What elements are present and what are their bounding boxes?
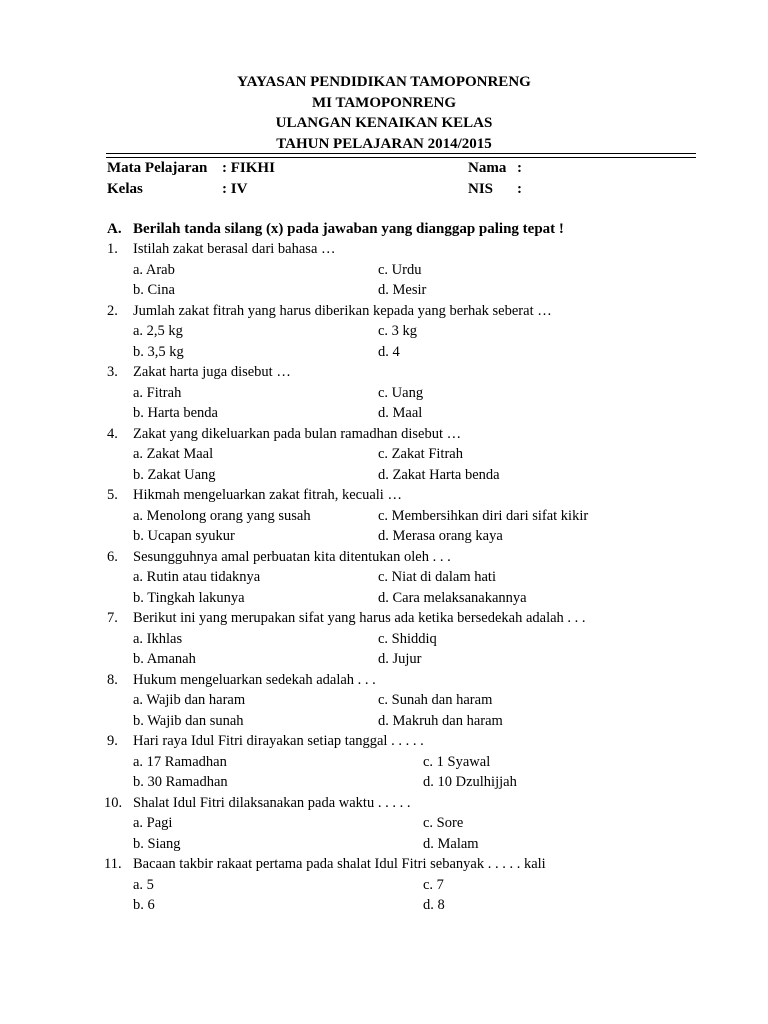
option-c: c. Urdu	[378, 261, 422, 278]
option-a: a. Rutin atau tidaknya	[133, 569, 261, 585]
option-d: d. Zakat Harta benda	[378, 466, 500, 483]
academic-year: TAHUN PELAJARAN 2014/2015	[276, 135, 492, 152]
option-b: b. Zakat Uang	[133, 466, 216, 483]
question-text: Bacaan takbir rakaat pertama pada shalat Idul Fitri sebanyak . . . . . kali	[133, 856, 546, 872]
question-number: 1.	[107, 241, 118, 257]
class-label: Kelas	[107, 181, 143, 197]
option-d: d. Makruh dan haram	[378, 712, 503, 729]
name-label: Nama	[468, 160, 507, 176]
option-a: a. Zakat Maal	[133, 446, 214, 462]
option-d: d. Malam	[423, 835, 479, 852]
option-c: c. 7	[423, 876, 444, 893]
option-d: d. 8	[423, 897, 445, 913]
school-name: MI TAMOPONRENG	[311, 94, 457, 111]
option-c: c. Uang	[378, 384, 424, 401]
option-b: b. Harta benda	[133, 405, 218, 421]
option-c: c. 3 kg	[378, 323, 418, 339]
question-number: 6.	[107, 548, 118, 565]
section-letter: A.	[107, 221, 122, 237]
question-number: 3.	[107, 364, 118, 380]
question-number: 5.	[107, 487, 118, 503]
option-a: a. Arab	[133, 261, 175, 278]
section-instruction: Berilah tanda silang (x) pada jawaban yang dianggap paling tepat !	[133, 221, 564, 237]
question-text: Hukum mengeluarkan sedekah adalah . . .	[133, 671, 376, 688]
option-a: a. 17 Ramadhan	[133, 753, 227, 770]
question-number: 8.	[107, 671, 118, 688]
question-number: 10.	[104, 794, 123, 811]
option-a: a. Menolong orang yang susah	[133, 507, 311, 524]
option-b: b. Amanah	[133, 651, 196, 667]
option-a: a. Fitrah	[133, 384, 182, 401]
option-d: d. Cara melaksanakannya	[378, 589, 527, 606]
foundation-name: YAYASAN PENDIDIKAN TAMOPONRENG	[237, 74, 531, 90]
name-colon: :	[517, 160, 522, 176]
option-b: b. 6	[133, 897, 155, 913]
option-d: d. Merasa orang kaya	[378, 528, 503, 544]
header-divider-thin	[106, 157, 696, 158]
option-c: c. Sore	[423, 815, 464, 831]
question-number: 11.	[104, 856, 122, 872]
question-number: 9.	[107, 733, 118, 749]
question-text: Hikmah mengeluarkan zakat fitrah, kecuali …	[133, 487, 402, 503]
option-c: c. Niat di dalam hati	[378, 569, 496, 585]
question-number: 2.	[107, 302, 118, 319]
option-d: d. Jujur	[378, 651, 422, 667]
question-text: Zakat harta juga disebut …	[133, 364, 291, 380]
question-number: 4.	[107, 425, 118, 442]
option-a: a. 2,5 kg	[133, 323, 183, 339]
option-c: c. 1 Syawal	[423, 753, 491, 770]
option-d: d. 4	[378, 343, 400, 360]
option-b: b. Ucapan syukur	[133, 528, 235, 544]
option-d: d. Maal	[378, 405, 423, 421]
question-text: Hari raya Idul Fitri dirayakan setiap tanggal . . . . .	[133, 733, 424, 749]
document-header	[0, 72, 768, 154]
question-text: Shalat Idul Fitri dilaksanakan pada waktu . . . . .	[133, 794, 411, 811]
class-value: : IV	[222, 181, 248, 197]
header-divider-thick	[106, 153, 696, 154]
option-d: d. Mesir	[378, 282, 427, 298]
subject-label: Mata Pelajaran	[107, 160, 208, 176]
subject-value: : FIKHI	[222, 160, 275, 176]
question-number: 7.	[107, 610, 118, 626]
option-b: b. Siang	[133, 835, 181, 852]
option-a: a. Pagi	[133, 815, 173, 831]
option-c: c. Zakat Fitrah	[378, 446, 463, 462]
option-b: b. 30 Ramadhan	[133, 774, 228, 790]
question-text: Berikut ini yang merupakan sifat yang harus ada ketika bersedekah adalah . . .	[133, 610, 586, 626]
nis-label: NIS	[468, 181, 494, 197]
option-a: a. Wajib dan haram	[133, 692, 246, 708]
nis-colon: :	[517, 181, 522, 197]
question-text: Jumlah zakat fitrah yang harus diberikan kepada yang berhak seberat …	[133, 302, 552, 319]
option-b: b. Cina	[133, 282, 175, 298]
option-b: b. 3,5 kg	[133, 343, 184, 360]
question-text: Sesungguhnya amal perbuatan kita ditentukan oleh . . .	[133, 548, 451, 565]
option-a: a. Ikhlas	[133, 630, 183, 647]
option-c: c. Membersihkan diri dari sifat kikir	[378, 507, 589, 524]
question-text: Zakat yang dikeluarkan pada bulan ramadhan disebut …	[133, 425, 462, 442]
option-c: c. Sunah dan haram	[378, 692, 493, 708]
option-a: a. 5	[133, 876, 154, 893]
exam-title: ULANGAN KENAIKAN KELAS	[275, 115, 493, 131]
question-text: Istilah zakat berasal dari bahasa …	[133, 241, 336, 257]
option-b: b. Wajib dan sunah	[133, 712, 244, 729]
option-b: b. Tingkah lakunya	[133, 589, 245, 606]
option-d: d. 10 Dzulhijjah	[423, 774, 517, 790]
option-c: c. Shiddiq	[378, 630, 437, 647]
